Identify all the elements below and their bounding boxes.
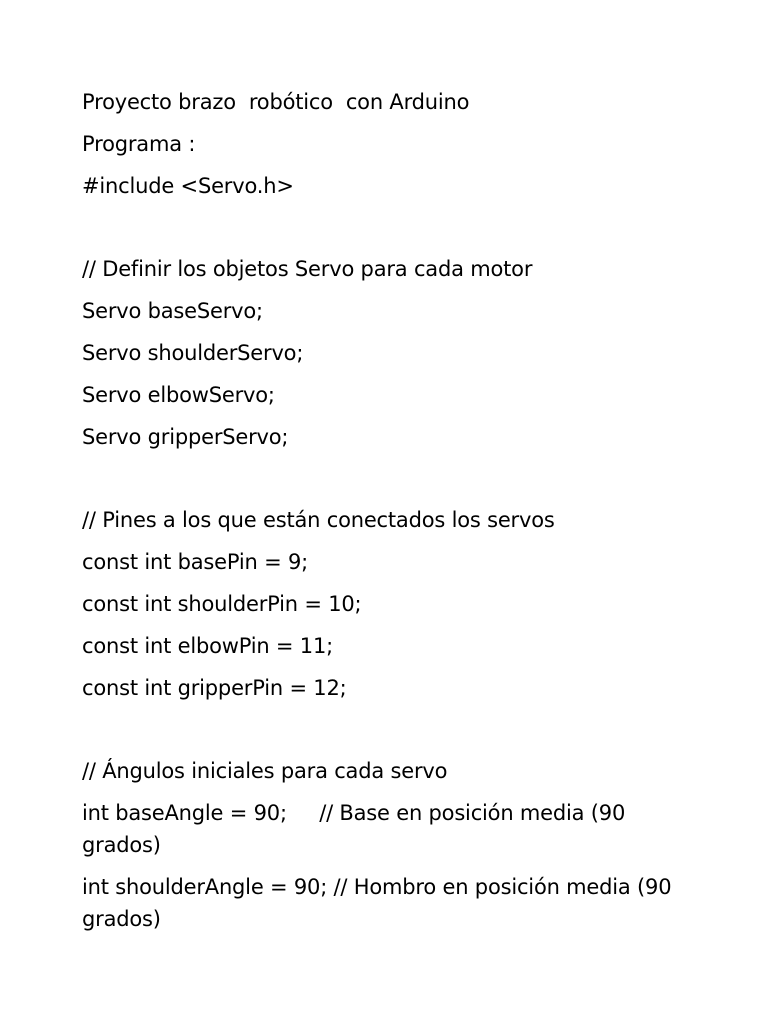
code-line-gripper-servo: Servo gripperServo; — [82, 425, 289, 449]
code-line-base-servo: Servo baseServo; — [82, 299, 263, 323]
code-line-elbow-pin: const int elbowPin = 11; — [82, 634, 334, 658]
code-line-gripper-pin: const int gripperPin = 12; — [82, 676, 347, 700]
code-line-shoulder-angle: int shoulderAngle = 90; // Hombro en posición media (90 grados) — [82, 875, 672, 931]
code-comment-initial-angles: // Ángulos iniciales para cada servo — [82, 759, 448, 783]
document-title: Proyecto brazo robótico con Arduino — [82, 90, 470, 114]
code-comment-pins: // Pines a los que están conectados los servos — [82, 508, 555, 532]
code-line-shoulder-pin: const int shoulderPin = 10; — [82, 592, 362, 616]
code-line-base-angle: int baseAngle = 90; // Base en posición media (90 grados) — [82, 801, 632, 857]
code-line-include: #include <Servo.h> — [82, 174, 294, 198]
program-label: Programa : — [82, 132, 196, 156]
code-line-base-pin: const int basePin = 9; — [82, 550, 308, 574]
code-line-shoulder-servo: Servo shoulderServo; — [82, 341, 304, 365]
code-comment-servo-objects: // Definir los objetos Servo para cada motor — [82, 257, 533, 281]
code-line-elbow-servo: Servo elbowServo; — [82, 383, 275, 407]
